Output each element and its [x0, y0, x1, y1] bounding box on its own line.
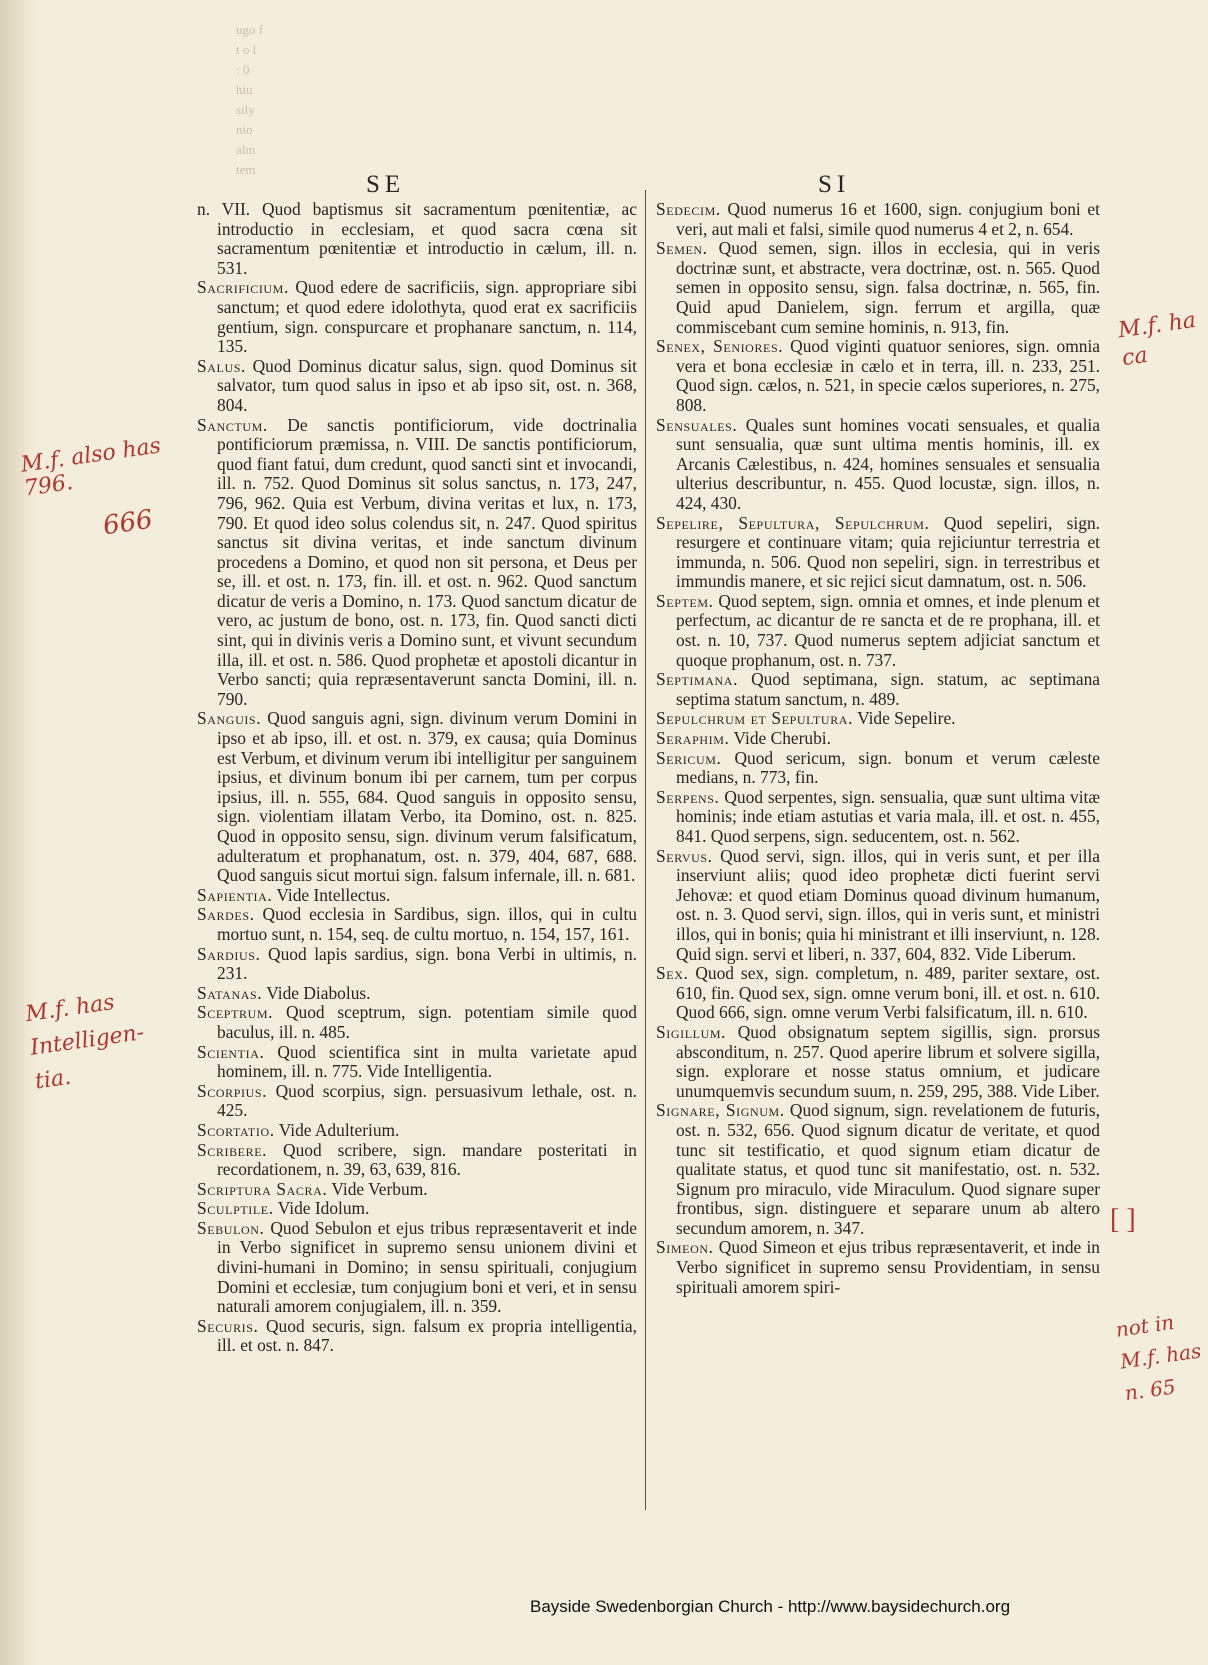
entry-headword: Signare, Signum. [656, 1100, 785, 1121]
index-entry [656, 729, 1100, 749]
margin-note-intelligentia: M.f. has Intelligen- tia. [24, 989, 146, 1095]
entry-text: Vide Adulterium. [278, 1119, 400, 1140]
entry-headword: Sanguis. [197, 708, 262, 729]
entry-text: Quod scientifica sint in multa varietate apud hominem, ill. n. 775. Vide Intelligentia. [217, 1041, 637, 1082]
entry-text: Quod ecclesia in Sardibus, sign. illos, qui in cultu mortuo sunt, n. 154, seq. de cultu mortuo, n. 154, 157, 161. [217, 904, 637, 944]
entry-headword: Sardius. [197, 943, 261, 964]
running-head-left: SE [366, 171, 406, 198]
entry-text: Vide Intellectus. [276, 884, 391, 905]
index-entry [197, 945, 637, 984]
entry-headword: Sanctum. [197, 414, 268, 435]
entry-text: Quales sunt homines vocati sensuales, et qualia sunt sensualia, quæ sunt ultima mentis hominis, ill. ex Arcanis Cælestibus, n. 424, homines sensuales et sensualia ulterius describuntur, n. 455. Quod locustæ, sign. illos, n. 424, 430. [676, 414, 1100, 513]
entry-text: Quod servi, sign. illos, qui in veris sunt, et per illa inserviunt aliis; quod ideo prophetæ dicti fuerint servi Jehovæ: et quod etiam Dominus quoad divinum humanum, ost. n. 3. Quod servi, sign. illos, qui in veris sunt, et ministri illos, qui in bonis; quia hi ministrant et illi inserviunt, n. 128. Quid sign. servi et liberi, n. 337, 604, 832. Vide Liberum. [676, 845, 1100, 964]
entry-headword: Scribere. [197, 1139, 268, 1160]
index-entry [197, 416, 637, 710]
index-entry [197, 1180, 637, 1200]
index-entry [656, 964, 1100, 1023]
index-entry [656, 1238, 1100, 1297]
margin-note-right-top: M.f. ha ca [1116, 307, 1198, 372]
entry-headword: Sepelire, Sepultura, Sepulchrum. [656, 512, 930, 533]
entry-text: Vide Cherubi. [733, 728, 831, 749]
margin-note-also-has: M.f. also has 796. [19, 433, 163, 502]
index-entry [197, 357, 637, 416]
entry-headword: Senex, Seniores. [656, 336, 784, 357]
entry-text: Vide Sepelire. [857, 708, 956, 729]
entry-headword: Sceptrum. [197, 1002, 274, 1023]
page-gutter [0, 0, 40, 1665]
entry-text: Quod semen, sign. illos in ecclesia, qui in veris doctrinæ sunt, et abstracte, vera doctrinæ, ost. n. 565. Quod semen in opposito sensu, sign. falsa doctrinæ, n. 565, fin. Quid apud Danielem, sign. ferrum et argilla, quæ commiscebant cum semine hominis, n. 913, fin. [676, 238, 1100, 337]
index-entry [656, 416, 1100, 514]
left-column [197, 200, 637, 1356]
entry-headword: Sapientia. [197, 884, 273, 905]
entry-text: Quod signum, sign. revelationem de futuris, ost. n. 532, 656. Quod signum dicatur de veritate, et quod tunc sit testificatio, et quod signum etiam dicatur de qualitate status, et quod tunc sit manifestatio, ost. n. 532. Signum pro miraculo, vide Miraculum. Quod signare super frontibus, sign. distinguere et separare unum ab altero secundum amorem, n. 347. [676, 1100, 1100, 1238]
index-entry [197, 984, 637, 1004]
entry-text: Quod sericum, sign. bonum et verum cæleste medians, n. 773, fin. [676, 747, 1100, 788]
entry-headword: Sigillum. [656, 1021, 727, 1042]
entry-headword: Sacrificium. [197, 277, 289, 298]
entry-headword: Serpens. [656, 786, 720, 807]
index-entry [197, 886, 637, 906]
entry-headword: Sedecim. [656, 199, 721, 219]
margin-bracket: [ ] [1110, 1204, 1136, 1235]
entry-headword: Scientia. [197, 1041, 265, 1062]
index-entry [197, 1082, 637, 1121]
entry-text: n. VII. Quod baptismus sit sacramentum pœnitentiæ, ac introductio in ecclesiam, et quod sacra cœna sit sacramentum pœnitentiæ et introductio in cælum, ill. n. 531. [197, 199, 637, 278]
index-entry [656, 788, 1100, 847]
entry-headword: Securis. [197, 1315, 259, 1336]
index-entry [197, 1219, 637, 1317]
entry-text: Quod septem, sign. omnia et omnes, et inde plenum et perfectum, ac dicantur de re sancta et de re prophana, ill. et ost. n. 10, 737. Quod numerus septem adjiciat sanctum et quoque prophanum, ost. n. 737. [676, 590, 1100, 670]
index-entry [197, 709, 637, 885]
entry-text: De sanctis pontificiorum, vide doctrinalia pontificiorum præmissa, n. VIII. De sanctis pontificiorum, quod fiant fatui, dum credunt, quod sancti sint et invocandi, ill. n. 752. Quod Dominus sit solus sanctus, n. 173, 247, 796, 962. Quia est Verbum, divina veritas et lux, n. 173, 790. Et quod ideo solus colendus sit, n. 247. Quod spiritus sanctus sit divina veritas, et inde sanctum divinum procedens a Domino, et quod non sit persona, et Deus per se, ill. et ost. n. 173, fin. ill. et ost. n. 962. Quod sanctum dicatur de veris a Domino, n. 173. Quod sanctum dicatur de vero, ac justum de bono, ost. n. 173, fin. Quod sancti dicti sint, qui in divinis veris a Domino sunt, et vivunt secundum illa, ill. et ost. n. 586. Quod prophetæ et apostoli dicantur in Verbo sancti; quia repræsentaverunt sancta Domini, ill. n. 790. [217, 414, 638, 709]
entry-headword: Sepulchrum et Sepultura. [656, 708, 854, 729]
entry-text: Vide Verbum. [331, 1178, 428, 1199]
entry-headword: Scorpius. [197, 1080, 268, 1101]
entry-headword: Semen. [656, 238, 708, 259]
entry-text: Quod sex, sign. completum, n. 489, pariter sextare, ost. 610, fin. Quod sex, sign. omne verum boni, ill. et ost. n. 610. Quod 666, sign. omne verum Verbi falsificatum, ill. n. 610. [676, 963, 1100, 1023]
entry-headword: Salus. [197, 355, 246, 376]
entry-headword: Sericum. [656, 747, 722, 768]
running-head-right: SI [818, 171, 851, 198]
entry-headword: Septem. [656, 590, 714, 611]
entry-text: Quod sepeliri, sign. resurgere et continuare vitam; quia rejiciuntur terrestria et immunda, n. 506. Quod non sepeliri, sign. in terrestribus et immundis manere, et sic rejici sicut damnatum, ost. n. 506. [676, 512, 1100, 592]
index-entry [656, 514, 1100, 592]
index-entry [656, 1101, 1100, 1238]
entry-headword: Sculptile. [197, 1198, 274, 1219]
entry-text: Quod Sebulon et ejus tribus repræsentaverit et inde in Verbo significet in supremo sensu unionem divini et divini-humani in Domino; in sensu spirituali, conjugium Domini et ecclesiæ, tum conjugium boni et veri, et in sensu naturali amorem conjugialem, ill. n. 359. [217, 1217, 637, 1317]
entry-headword: Sensuales. [656, 414, 738, 435]
entry-text: Quod securis, sign. falsum ex propria intelligentia, ill. et ost. n. 847. [217, 1315, 637, 1356]
entry-text: Quod sanguis agni, sign. divinum verum Domini in ipso et ab ipso, ill. et ost. n. 379, ex causa; quia Dominus est Verbum, et divinum verum ibi intelligitur per sanguinem ipsius, et divinum bonum ibi per carnem, tum per corpus ipsius, ill. n. 555, 684. Quod sanguis in opposito sensu, sign. violentiam illatam Verbo, ita Domino, ost. n. 825. Quod in opposito sensu, sign. divinum verum falsificatum, adulteratum et prophanatum, ost. n. 379, 404, 687, 688. Quod sanguis sicut mortui sign. falsum infernale, ill. n. 681. [217, 708, 637, 886]
entry-text: Quod obsignatum septem sigillis, sign. prorsus absconditum, n. 257. Quod aperire librum et solvere sigilla, sign. explorare et nosse status omnium, et judicare unumquemvis secundum suum, n. 259, 295, 388. Vide Liber. [676, 1021, 1100, 1101]
entry-headword: Sebulon. [197, 1217, 265, 1238]
index-entry [197, 1043, 637, 1082]
entry-text: Vide Diabolus. [266, 982, 371, 1003]
index-entry [197, 278, 637, 356]
right-column [656, 200, 1100, 1297]
index-entry [656, 709, 1100, 729]
entry-headword: Scriptura Sacra. [197, 1178, 328, 1199]
index-entry [197, 905, 637, 944]
footer-credit: Bayside Swedenborgian Church - http://www.baysidechurch.org [530, 1597, 1011, 1616]
entry-text: Quod Dominus dicatur salus, sign. quod Dominus sit salvator, tum quod salus in ipso et ab ipso sit, ost. n. 368, 804. [217, 355, 637, 415]
entry-headword: Simeon. [656, 1237, 714, 1258]
index-entry [197, 200, 637, 278]
index-entry [197, 1003, 637, 1042]
entry-text: Vide Idolum. [277, 1198, 370, 1219]
index-entry [197, 1141, 637, 1180]
index-entry [656, 670, 1100, 709]
column-divider [645, 190, 646, 1510]
entry-text: Quod septimana, sign. statum, ac septimana septima statum sanctum, n. 489. [676, 669, 1100, 709]
entry-text: Quod Simeon et ejus tribus repræsentaverit, et inde in Verbo significet in supremo sensu Providentiam, in sensu spirituali amorem spiri- [676, 1237, 1100, 1297]
entry-headword: Sardes. [197, 904, 255, 925]
index-entry [656, 239, 1100, 337]
entry-text: Quod viginti quatuor seniores, sign. omnia vera et bona ecclesiæ in cælo et in terra, ill. n. 233, 251. Quod sign. cælos, n. 521, in specie cælos superiores, n. 275, 808. [676, 336, 1101, 415]
index-entry [656, 337, 1100, 415]
bleed-through-text: ugo f t o l : 0 hiu sily nio alm tem [236, 22, 264, 177]
index-entry [656, 847, 1100, 965]
entry-text: Quod lapis sardius, sign. bona Verbi in ultimis, n. 231. [217, 943, 637, 984]
entry-headword: Servus. [656, 845, 713, 866]
index-entry [656, 1023, 1100, 1101]
entry-text: Quod sceptrum, sign. potentiam simile quod baculus, ill. n. 485. [217, 1002, 637, 1042]
entry-text: Quod scorpius, sign. persuasivum lethale, ost. n. 425. [217, 1080, 637, 1121]
entry-headword: Satanas. [197, 982, 263, 1003]
entry-text: Quod edere de sacrificiis, sign. appropriare sibi sanctum; et quod edere idolothyta, quod erat ex sacrificiis gentium, sign. conspurcare et prophanare sanctum, n. 114, 135. [217, 277, 637, 357]
entry-headword: Septimana. [656, 669, 739, 690]
entry-headword: Seraphim. [656, 728, 730, 749]
entry-text: Quod serpentes, sign. sensualia, quæ sunt ultima vitæ hominis; inde etiam astutias et varia mala, ill. et ost. n. 455, 841. Quod serpens, sign. seducentem, ost. n. 562. [676, 786, 1100, 846]
entry-text: Quod numerus 16 et 1600, sign. conjugium boni et veri, aut mali et falsi, simile quod numerus 4 et 2, n. 654. [676, 199, 1100, 239]
index-entry [197, 1121, 637, 1141]
index-entry [656, 592, 1100, 670]
index-entry [197, 1317, 637, 1356]
entry-headword: Scortatio. [197, 1119, 275, 1140]
index-entry [656, 200, 1100, 239]
entry-headword: Sex. [656, 963, 689, 984]
margin-note-not-in: not in M.f. has n. 65 [1114, 1309, 1203, 1406]
index-entry [197, 1199, 637, 1219]
entry-text: Quod scribere, sign. mandare posteritati in recordationem, n. 39, 63, 639, 816. [217, 1139, 637, 1180]
margin-note-666: 666 [101, 504, 155, 542]
index-entry [656, 749, 1100, 788]
